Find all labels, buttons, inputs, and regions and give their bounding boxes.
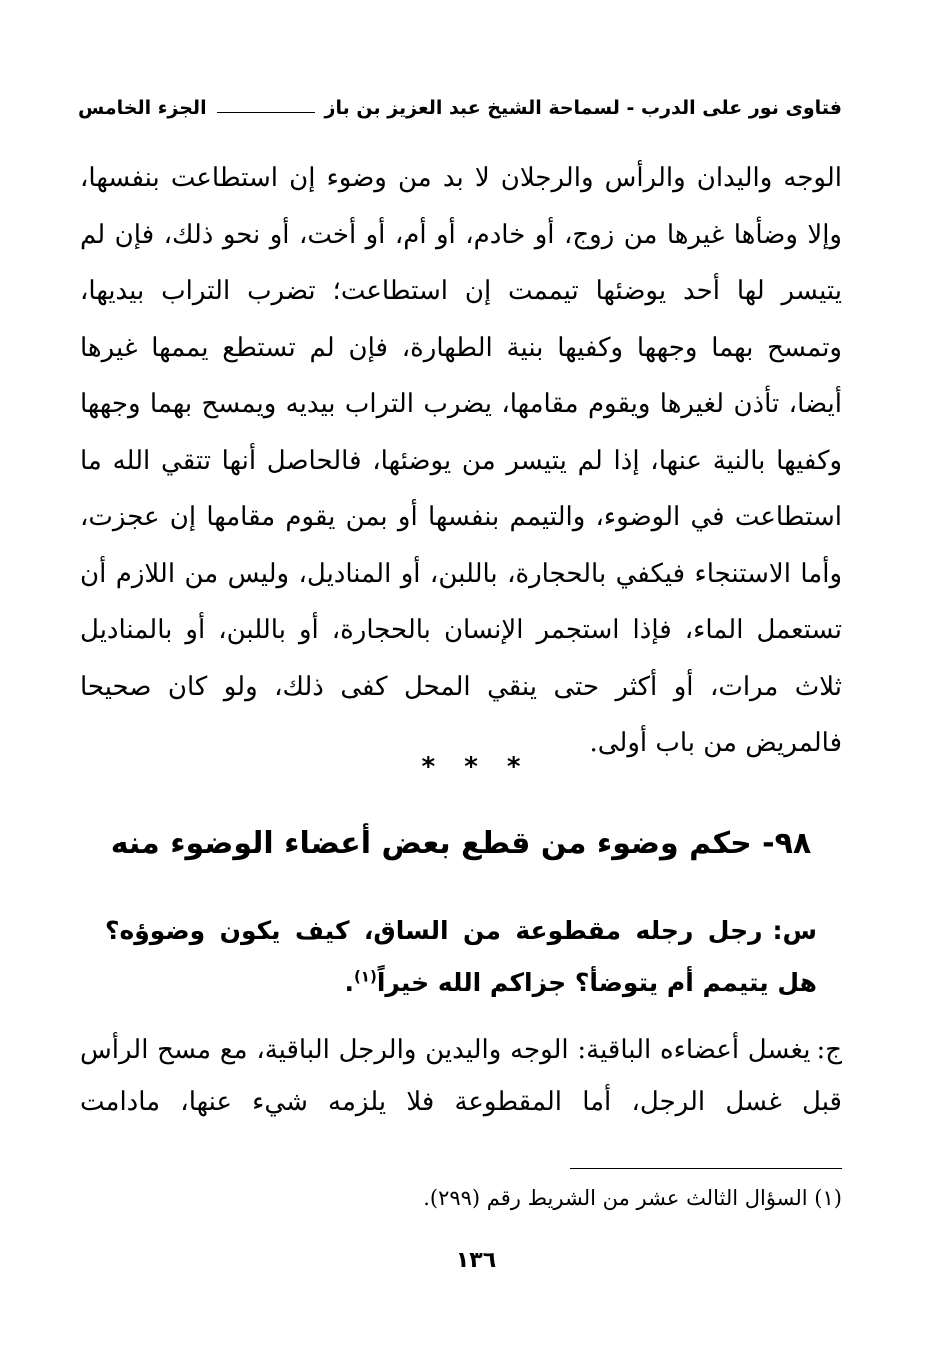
question <box>105 905 817 1009</box>
answer-text: يغسل أعضاءه الباقية: الوجه واليدين والرجل الباقية، مع مسح الرأس قبل غسل الرجل، أما المقطوعة فلا يلزمه شيء عنها، مادامت <box>80 1035 842 1117</box>
header-volume: الجزء الخامس <box>78 97 207 119</box>
page-number: ١٣٦ <box>455 1248 497 1273</box>
header-rule <box>217 112 315 113</box>
footnote-rule <box>570 1168 842 1169</box>
footnote-marker[interactable]: (١) <box>353 967 377 986</box>
body-paragraph: الوجه واليدان والرأس والرجلان لا بد من وضوء إن استطاعت بنفسها، وإلا وضأها غيرها من زوج، أو خادم، أو أم، أو أخت، أو نحو ذلك، فإن لم يتيسر لها أحد يوضئها تيممت إن استطاعت؛ تضرب التراب بيديها، وتمسح بهما وجهها وكفيها بنية الطهارة، فإن لم تستطع يممها غيرها أيضا، تأذن لغيرها ويقوم مقامها، يضرب التراب بيديه ويمسح بهما وجهها وكفيها بالنية عنها، إذا لم يتيسر من يوضئها، فالحاصل أنها تتقي الله ما استطاعت في الوضوء، والتيمم بنفسها أو بمن يقوم مقامها إن عجزت، وأما الاستنجاء فيكفي بالحجارة، باللبن، أو المناديل، وليس من اللازم أن تستعمل الماء، فإذا استجمر الإنسان بالحجارة، أو باللبن، أو بالمناديل ثلاث مرات، أو أكثر حتى ينقي المحل كفى ذلك، ولو كان صحيحا فالمريض من باب أولى. <box>80 163 842 758</box>
question-end: . <box>344 968 354 997</box>
answer <box>80 1024 842 1128</box>
header-book-title: فتاوى نور على الدرب - لسماحة الشيخ عبد العزيز بن باز <box>324 97 842 119</box>
body-text <box>80 150 842 772</box>
section-separator: * * * <box>421 752 531 782</box>
question-text: رجل رجله مقطوعة من الساق، كيف يكون وضوؤه؟ هل يتيمم أم يتوضأ؟ جزاكم الله خيراً <box>105 916 817 997</box>
section-title: ٩٨- حكم وضوء من قطع بعض أعضاء الوضوء منه <box>110 826 812 861</box>
answer-label: ج: <box>816 1035 842 1065</box>
running-header <box>78 88 842 128</box>
footnote: (١) السؤال الثالث عشر من الشريط رقم (٢٩٩). <box>423 1186 842 1210</box>
question-label: س: <box>772 916 817 945</box>
